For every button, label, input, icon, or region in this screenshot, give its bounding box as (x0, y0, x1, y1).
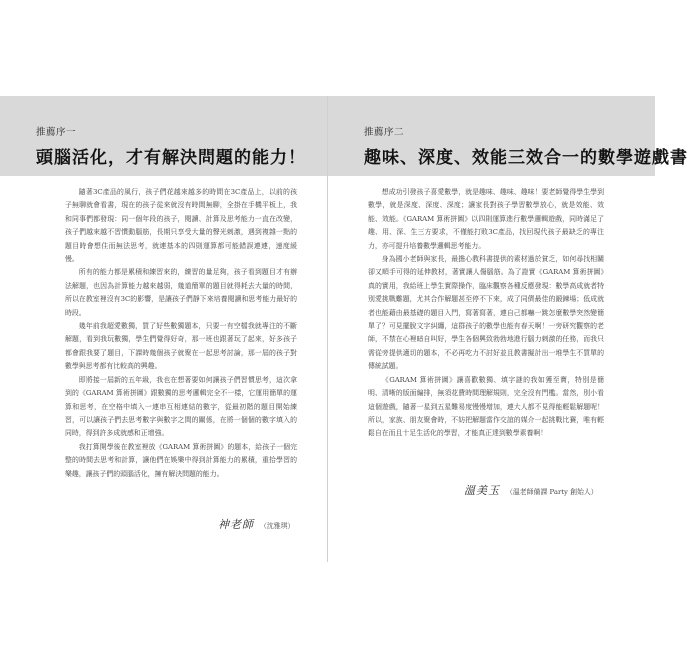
right-signature-caption: （溫老師備課 Party 創始人） (506, 488, 598, 496)
left-paragraph: 隨著3C產品的風行，孩子們花越來越多的時間在3C產品上，以前的孩子無聊就會看書，現在的孩子從來就沒有時間無聊，全掛在手機平板上，我和同事們都發現：同一個年段的孩子，閱讀、計算及思考能力一直在改變，孩子們越來越不習慣動腦筋，長期只享受大量的聲光刺激，遇到複雜一點的題目時會想住而無法思考，就連基本的四則運算都可能錯誤連連，速度緩慢。 (65, 188, 297, 264)
right-preface-title: 趣味、深度、效能三效合一的數學遊戲書 (364, 148, 688, 168)
left-paragraph: 我打算開學後在教室裡放《GARAM 算術拼圖》的題本，給孩子一個完整的時間去思考和計算，讓他們在娛樂中得到計算能力的累積，重拾學習的樂趣，讓孩子們的頭腦活化，擁有解決問題的能力。 (65, 442, 297, 478)
left-paragraph: 所有的能力都是累積和練習來的，練習的量足夠，孩子看到題目才有辦法解題，也因為計算能力越來越弱，幾道簡單的題目就得耗去大量的時間，所以在教室裡沒有3C的影響，是讓孩子們靜下來培養閱讀和思考能力最好的時段。 (65, 268, 297, 317)
left-paragraph: 即將接一屆新的五年級，我也在想著要如何讓孩子們習慣思考，這次拿到的《GARAM 算術拼圖》跟數獨的思考邏輯完全不一樣，它運用簡單的運算和思考，在空格中填入一連串互相連結的數字，從最初階的題目開始練習，可以讓孩子們去思考數字與數字之間的關係，在將一個個的數字填入的同時，得到許多成就感和正增強。 (65, 375, 297, 438)
left-preface-title: 頭腦活化，才有解決問題的能力！ (36, 148, 306, 168)
left-signature (218, 516, 294, 532)
left-paragraph: 幾年前我超愛數獨，買了好些數獨題本，只要一有空檔我就專注的不斷解題，看到我玩數獨，學生們覺得好奇，那一班也跟著玩了起來，好多孩子都會跟我要了題目，下課時幾個孩子就聚在一起思考討論，那一屆的孩子對數學與思考都有比較高的興趣。 (65, 322, 297, 371)
right-paragraph: 《GARAM 算術拼圖》讓喜歡數獨、填字謎的我如獲至寶，特別是簡明、清晰的版面編排，無須花費時間理解規則，完全沒有門檻。當然，別小看這個遊戲，隨著一星到五星難易度慢慢增加，連大人都不見得能輕鬆解題呢！所以，家族、朋友聚會時，不妨把解題當作交誼的媒介一起挑戰比賽，唯有輕鬆自在而且十足生活化的學習，才能真正達到數學素養啊！ (368, 375, 604, 438)
left-preface-label: 推薦序一 (36, 127, 77, 138)
right-body-text (368, 186, 604, 441)
right-page (328, 96, 688, 562)
left-page (0, 96, 327, 562)
right-paragraph: 想成功引發孩子喜愛數學，就是趣味、趣味、趣味！要老師覺得學生學到數學，就是深度、深度、深度；讓家長對孩子學習數學放心，就是效能、效能、效能。《GARAM 算術拼圖》以四則運算進行數學邏輯遊戲，同時滿足了趣、用、深、生三方要求，不僅能打敗3C產品，找回現代孩子最缺乏的專注力，亦可提升培養數學邏輯思考能力。 (368, 188, 604, 250)
right-preface-label: 推薦序二 (364, 127, 405, 138)
right-signature-script: 溫美玉 (464, 484, 500, 497)
right-signature (464, 482, 598, 498)
left-body-text (65, 186, 297, 481)
right-paragraph: 身為國小老師與家長，最擔心教科書提供的素材過於貧乏，如何尋找相關卻又順手可得的延伸教材，著實讓人傷腦筋。為了證實《GARAM 算術拼圖》真的實用，我給班上學生實際操作，臨床觀察各種反應發現：數學高成就者特別愛挑戰難題，尤其合作解題甚至停不下來，成了同儕最佳的鍛鍊場；低成就者也能藉由最基礎的題目入門，寫著寫著，連自己都嚇一跳怎麼數學突然變簡單了？可見擺脫文字糾纏，這群孩子的數學也能有春天啊！一旁研究觀察的老師，不禁在心裡暗自叫好，學生各個興致勃勃地進行腦力刺激的任務，而我只需從旁提供適切的題本，不必再吃力不討好並且教書擬計出一堆學生不買單的傳統試題。 (368, 255, 604, 371)
left-signature-caption: （沈雅琪） (260, 522, 295, 530)
left-signature-script: 神老師 (218, 518, 254, 531)
